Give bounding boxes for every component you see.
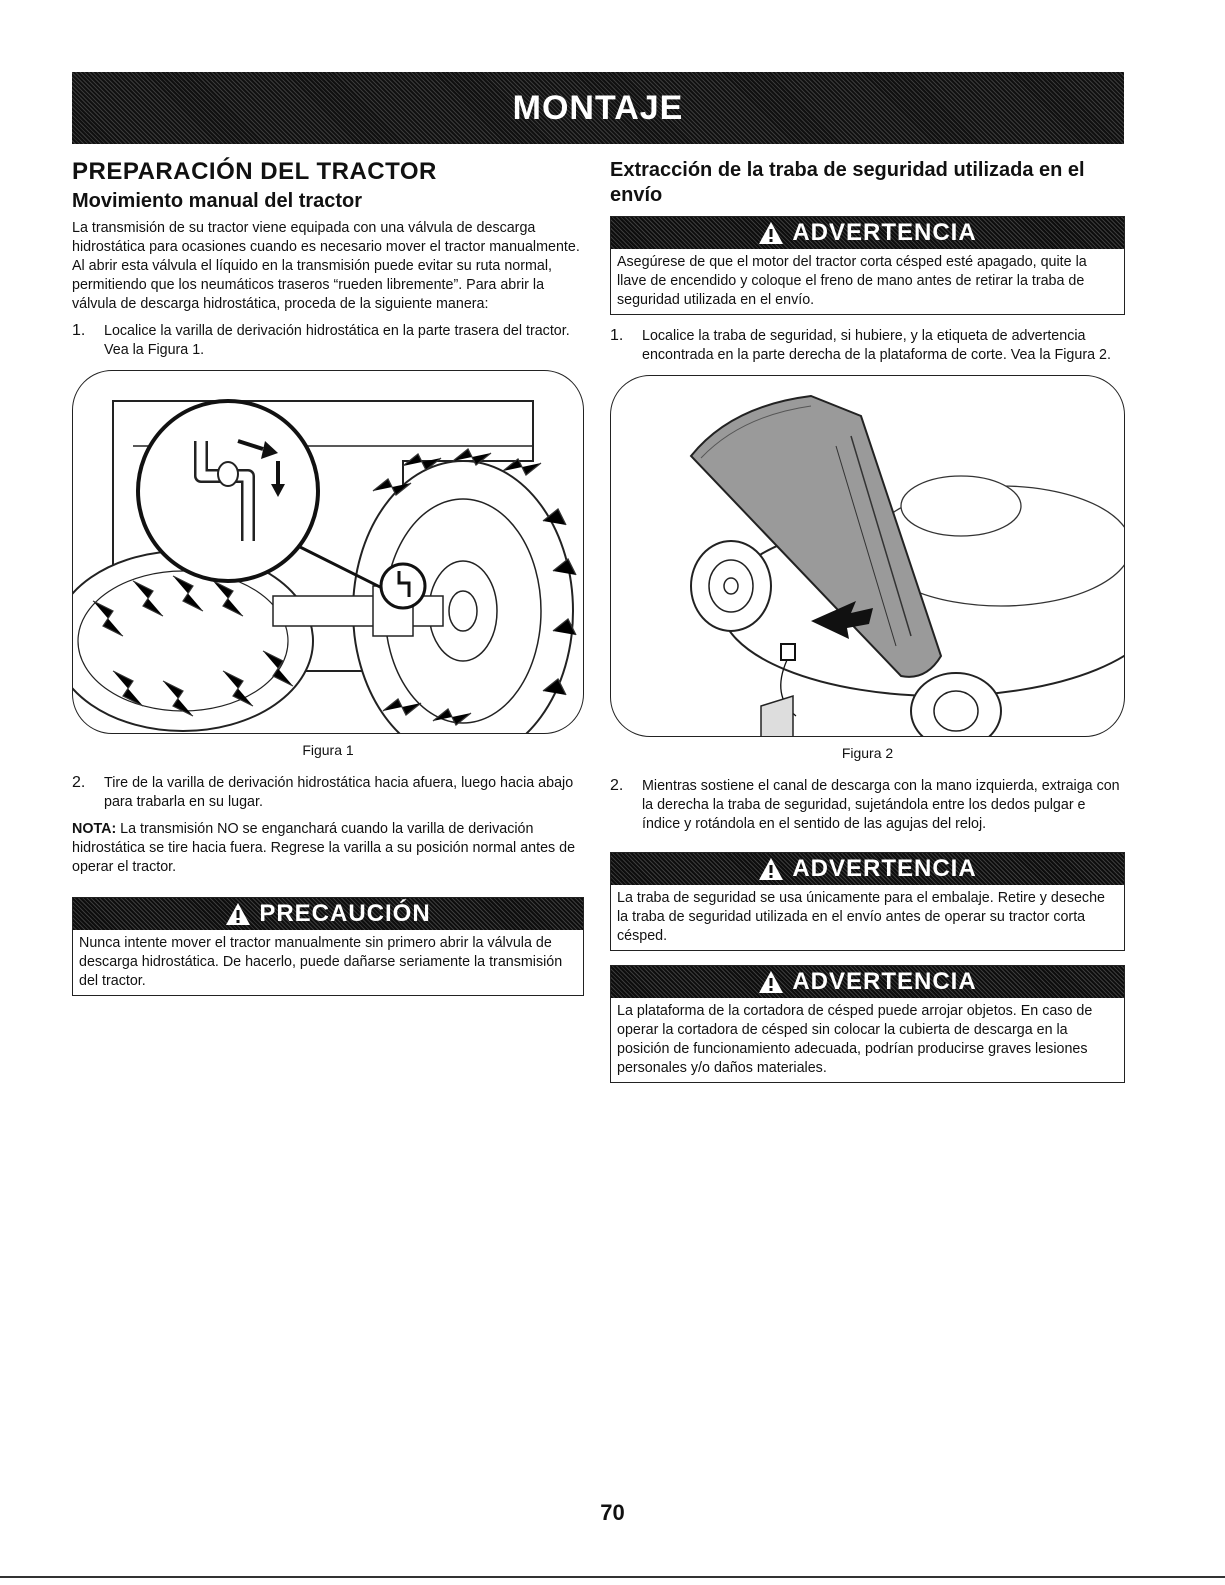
step-item (72, 774, 584, 812)
note-text: La transmisión NO se enganchará cuando la varilla de derivación hidrostática se tire hacia fuera. Regrese la varilla a su posición normal antes de operar el tractor. (72, 821, 576, 875)
warning-label: ADVERTENCIA (792, 968, 977, 995)
warning-text: La plataforma de la cortadora de césped puede arrojar objetos. En caso de operar la cortadora de césped sin colocar la cubierta de descarga en la posición de funcionamiento adecuada, podrían producirse graves lesiones personales y/o daños materiales. (617, 1003, 1093, 1076)
step-item (72, 322, 584, 360)
page-bottom-rule (0, 1576, 1225, 1578)
step-item (610, 327, 1125, 365)
step-text: Localice la traba de seguridad, si hubiere, y la etiqueta de advertencia encontrada en la parte derecha de la plataforma de corte. Vea la Figura 2. (642, 328, 1111, 363)
page-number: 70 (600, 1500, 625, 1525)
step-number: 1. (610, 327, 624, 344)
step-text: Tire de la varilla de derivación hidrostática hacia afuera, luego hacia abajo para trabarla en su lugar. (104, 775, 574, 810)
note-label: NOTA: (72, 821, 117, 837)
warning-triangle-icon (758, 970, 784, 994)
figure-1-caption: Figura 1 (302, 742, 354, 758)
figure-2-caption: Figura 2 (841, 745, 894, 761)
step-item (610, 777, 1125, 834)
warning-triangle-icon (758, 857, 784, 881)
section-banner (72, 72, 1124, 144)
banner-title: MONTAJE (512, 88, 684, 127)
subsection-title: Movimiento manual del tractor (72, 190, 363, 212)
warning-triangle-icon (225, 902, 251, 926)
warning-box (610, 965, 1125, 1083)
section-title: PREPARACIÓN DEL TRACTOR (72, 158, 437, 185)
right-column (610, 158, 1125, 1083)
warning-box (610, 216, 1125, 315)
note-paragraph (72, 820, 584, 877)
step-text: Mientras sostiene el canal de descarga con la mano izquierda, extraiga con la derecha la traba de seguridad, sujetándola entre los dedos pulgar e índice y rotándola en el sentido de las agujas del reloj. (642, 778, 1120, 832)
tractor-bypass-rod-drawing (73, 371, 584, 733)
caution-box (72, 897, 584, 996)
warning-text: La traba de seguridad se usa únicamente para el embalaje. Retire y deseche la traba de seguridad utilizada en el envío antes de operar su tractor corta césped. (617, 890, 1105, 944)
warning-box (610, 852, 1125, 951)
mower-safety-latch-drawing (611, 376, 1125, 736)
warning-header (611, 217, 1124, 249)
subsection-title: Extracción de la traba de seguridad utilizada en el envío (610, 159, 1085, 206)
warning-text: Asegúrese de que el motor del tractor corta césped esté apagado, quite la llave de encendido y coloque el freno de mano antes de retirar la traba de seguridad utilizada en el envío. (617, 254, 1087, 308)
step-text: Localice la varilla de derivación hidrostática en la parte trasera del tractor. Vea la Figura 1. (104, 323, 570, 358)
left-column (72, 158, 584, 996)
caution-header (73, 898, 583, 930)
step-number: 2. (610, 777, 624, 794)
step-number: 2. (72, 774, 86, 791)
warning-triangle-icon (758, 221, 784, 245)
warning-header (611, 853, 1124, 885)
warning-header (611, 966, 1124, 998)
figure-2-illustration (610, 375, 1125, 737)
caution-text: Nunca intente mover el tractor manualmente sin primero abrir la válvula de descarga hidrostática. De hacerlo, puede dañarse seriamente la transmisión del tractor. (79, 935, 563, 989)
figure-1-illustration (72, 370, 584, 734)
warning-label: ADVERTENCIA (792, 855, 977, 882)
intro-paragraph: La transmisión de su tractor viene equipada con una válvula de descarga hidrostática para ocasiones cuando es necesario mover el tractor manualmente. Al abrir esta válvula el líquido en la transmisión puede evitar su ruta normal, permitiendo que los neumáticos traseros “rueden libremente”. Para abrir la válvula de descarga hidrostática, proceda de la siguiente manera: (72, 220, 580, 312)
warning-label: ADVERTENCIA (792, 219, 977, 246)
caution-label: PRECAUCIÓN (259, 900, 431, 927)
step-number: 1. (72, 322, 86, 339)
